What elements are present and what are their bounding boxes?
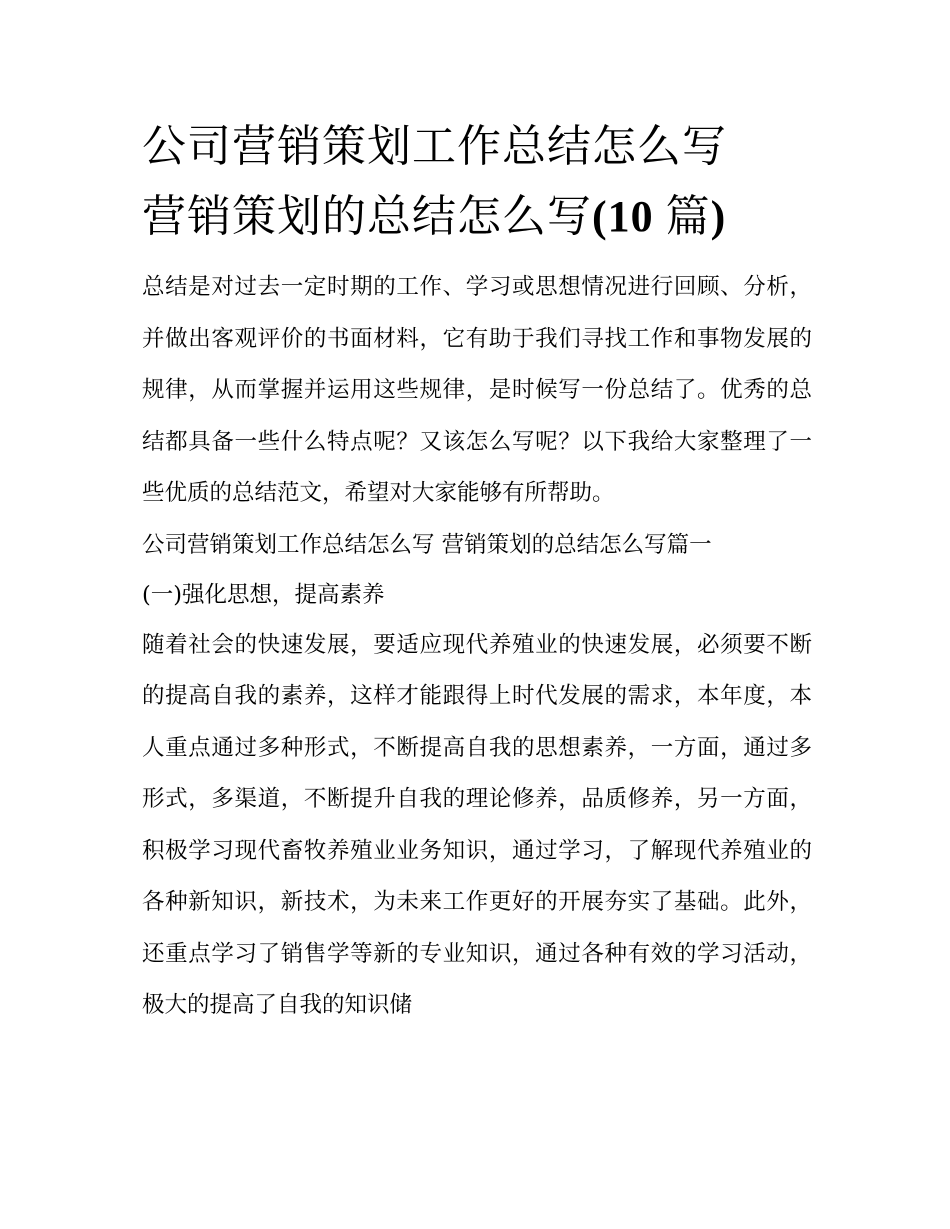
title-count-suffix: [592, 192, 726, 241]
section-heading: 公司营销策划工作总结怎么写 营销策划的总结怎么写篇一: [142, 531, 712, 558]
title-count-unit: 篇: [665, 191, 711, 242]
section-subheading: (一)强化思想，提高素养: [142, 581, 385, 608]
title-line-2: [142, 182, 812, 252]
body-paragraph: 随着社会的快速发展，要适应现代养殖业的快速发展，必须要不断的提高自我的素养，这样才能跟得上时代发展的需求，本年度，本人重点通过多种形式，不断提高自我的思想素养，一方面，通过多形式，多渠道，不断提升自我的理论修养，品质修养，另一方面，积极学习现代畜牧养殖业业务知识，通过学习，了解现代养殖业的各种新知识，新技术，为未来工作更好的开展夯实了基础。此外，还重点学习了销售学等新的专业知识，通过各种有效的学习活动，极大的提高了自我的知识储: [142, 631, 812, 1018]
title-count-close: ): [710, 192, 727, 241]
title-line-2-text: 营销策划的总结怎么写: [142, 191, 592, 242]
document-title: [142, 112, 812, 252]
title-count-open: (10: [592, 192, 666, 241]
document-body: [142, 262, 812, 1032]
document-page: [142, 112, 812, 1032]
intro-paragraph: 总结是对过去一定时期的工作、学习或思想情况进行回顾、分析，并做出客观评价的书面材料，它有助于我们寻找工作和事物发展的规律，从而掌握并运用这些规律，是时候写一份总结了。优秀的总结都具备一些什么特点呢？又该怎么写呢？以下我给大家整理了一些优质的总结范文，希望对大家能够有所帮助。: [142, 274, 812, 506]
title-line-1: 公司营销策划工作总结怎么写: [142, 121, 727, 172]
